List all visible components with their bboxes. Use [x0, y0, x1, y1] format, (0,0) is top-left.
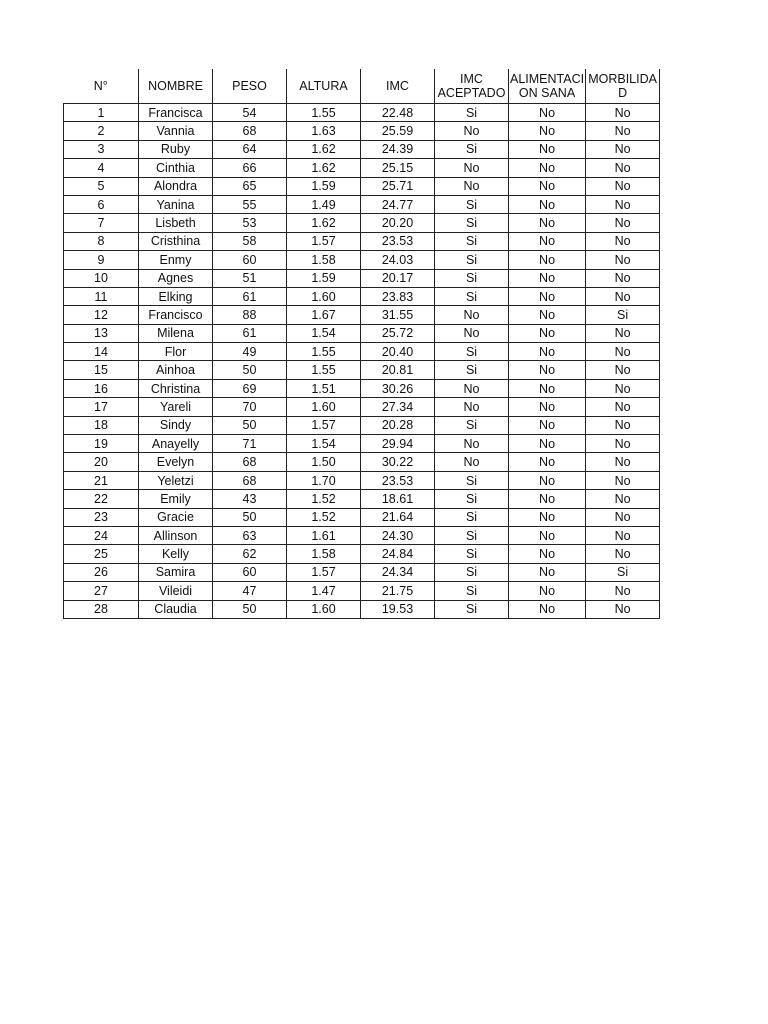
cell-weight: 62	[213, 545, 287, 563]
cell-weight: 55	[213, 195, 287, 213]
cell-bmi: 27.34	[361, 398, 435, 416]
cell-name: Francisca	[139, 104, 213, 122]
cell-height: 1.55	[287, 361, 361, 379]
cell-height: 1.70	[287, 471, 361, 489]
cell-healthy-eating: No	[509, 600, 586, 618]
cell-bmi-accepted: Si	[435, 526, 509, 544]
cell-bmi: 22.48	[361, 104, 435, 122]
table-row	[64, 471, 660, 489]
cell-bmi: 24.39	[361, 140, 435, 158]
cell-weight: 64	[213, 140, 287, 158]
cell-height: 1.63	[287, 122, 361, 140]
table-row	[64, 563, 660, 581]
cell-bmi-accepted: No	[435, 177, 509, 195]
table-row	[64, 526, 660, 544]
table-row	[64, 140, 660, 158]
cell-morbidity: Si	[586, 563, 660, 581]
cell-bmi-accepted: Si	[435, 343, 509, 361]
cell-bmi: 31.55	[361, 306, 435, 324]
cell-bmi-accepted: No	[435, 324, 509, 342]
cell-bmi-accepted: Si	[435, 545, 509, 563]
cell-morbidity: No	[586, 214, 660, 232]
cell-healthy-eating: No	[509, 526, 586, 544]
cell-height: 1.55	[287, 104, 361, 122]
table-row	[64, 287, 660, 305]
table-row	[64, 379, 660, 397]
cell-healthy-eating: No	[509, 140, 586, 158]
cell-number: 18	[64, 416, 139, 434]
cell-healthy-eating: No	[509, 508, 586, 526]
table-row	[64, 122, 660, 140]
cell-weight: 61	[213, 324, 287, 342]
cell-weight: 54	[213, 104, 287, 122]
cell-bmi-accepted: Si	[435, 140, 509, 158]
column-header-height: ALTURA	[287, 69, 361, 104]
cell-height: 1.49	[287, 195, 361, 213]
cell-bmi: 24.30	[361, 526, 435, 544]
cell-number: 5	[64, 177, 139, 195]
cell-bmi-accepted: No	[435, 159, 509, 177]
cell-healthy-eating: No	[509, 582, 586, 600]
table-row	[64, 600, 660, 618]
cell-bmi-accepted: Si	[435, 269, 509, 287]
cell-bmi-accepted: No	[435, 306, 509, 324]
cell-morbidity: Si	[586, 306, 660, 324]
table-body	[64, 104, 660, 619]
cell-number: 20	[64, 453, 139, 471]
column-header-bmi: IMC	[361, 69, 435, 104]
cell-height: 1.58	[287, 251, 361, 269]
cell-height: 1.57	[287, 416, 361, 434]
cell-name: Enmy	[139, 251, 213, 269]
cell-bmi-accepted: Si	[435, 195, 509, 213]
cell-height: 1.60	[287, 287, 361, 305]
cell-weight: 50	[213, 361, 287, 379]
cell-healthy-eating: No	[509, 177, 586, 195]
cell-name: Alondra	[139, 177, 213, 195]
cell-name: Yareli	[139, 398, 213, 416]
cell-weight: 66	[213, 159, 287, 177]
cell-name: Ainhoa	[139, 361, 213, 379]
cell-morbidity: No	[586, 232, 660, 250]
cell-bmi-accepted: No	[435, 379, 509, 397]
cell-weight: 43	[213, 490, 287, 508]
cell-healthy-eating: No	[509, 324, 586, 342]
cell-morbidity: No	[586, 251, 660, 269]
cell-name: Evelyn	[139, 453, 213, 471]
cell-bmi-accepted: No	[435, 122, 509, 140]
table-row	[64, 508, 660, 526]
cell-bmi-accepted: Si	[435, 508, 509, 526]
cell-healthy-eating: No	[509, 343, 586, 361]
cell-name: Yanina	[139, 195, 213, 213]
cell-name: Flor	[139, 343, 213, 361]
cell-number: 27	[64, 582, 139, 600]
cell-weight: 68	[213, 453, 287, 471]
cell-number: 15	[64, 361, 139, 379]
cell-bmi: 24.34	[361, 563, 435, 581]
cell-morbidity: No	[586, 195, 660, 213]
cell-bmi: 24.77	[361, 195, 435, 213]
table-row	[64, 269, 660, 287]
table-row	[64, 490, 660, 508]
cell-height: 1.67	[287, 306, 361, 324]
cell-weight: 88	[213, 306, 287, 324]
cell-weight: 60	[213, 251, 287, 269]
cell-healthy-eating: No	[509, 545, 586, 563]
cell-bmi: 20.28	[361, 416, 435, 434]
table-row	[64, 232, 660, 250]
cell-number: 21	[64, 471, 139, 489]
cell-bmi: 29.94	[361, 435, 435, 453]
cell-number: 7	[64, 214, 139, 232]
cell-morbidity: No	[586, 343, 660, 361]
cell-weight: 68	[213, 471, 287, 489]
cell-number: 16	[64, 379, 139, 397]
cell-healthy-eating: No	[509, 214, 586, 232]
cell-number: 1	[64, 104, 139, 122]
cell-morbidity: No	[586, 526, 660, 544]
cell-bmi-accepted: Si	[435, 490, 509, 508]
cell-height: 1.47	[287, 582, 361, 600]
cell-bmi: 23.83	[361, 287, 435, 305]
cell-number: 24	[64, 526, 139, 544]
cell-weight: 51	[213, 269, 287, 287]
cell-bmi-accepted: Si	[435, 214, 509, 232]
cell-healthy-eating: No	[509, 435, 586, 453]
cell-morbidity: No	[586, 361, 660, 379]
cell-number: 9	[64, 251, 139, 269]
header-row	[64, 69, 660, 104]
cell-healthy-eating: No	[509, 104, 586, 122]
cell-name: Francisco	[139, 306, 213, 324]
cell-height: 1.57	[287, 563, 361, 581]
cell-name: Christina	[139, 379, 213, 397]
cell-height: 1.62	[287, 140, 361, 158]
cell-morbidity: No	[586, 324, 660, 342]
cell-name: Emily	[139, 490, 213, 508]
cell-number: 22	[64, 490, 139, 508]
cell-height: 1.60	[287, 600, 361, 618]
cell-healthy-eating: No	[509, 361, 586, 379]
cell-bmi: 20.20	[361, 214, 435, 232]
cell-bmi: 24.03	[361, 251, 435, 269]
cell-bmi: 23.53	[361, 232, 435, 250]
table-row	[64, 159, 660, 177]
cell-number: 28	[64, 600, 139, 618]
cell-healthy-eating: No	[509, 269, 586, 287]
cell-healthy-eating: No	[509, 232, 586, 250]
cell-bmi: 25.72	[361, 324, 435, 342]
table-row	[64, 453, 660, 471]
cell-height: 1.59	[287, 269, 361, 287]
cell-number: 6	[64, 195, 139, 213]
cell-bmi-accepted: Si	[435, 471, 509, 489]
cell-number: 11	[64, 287, 139, 305]
cell-weight: 47	[213, 582, 287, 600]
cell-morbidity: No	[586, 471, 660, 489]
cell-bmi: 25.59	[361, 122, 435, 140]
cell-bmi: 20.40	[361, 343, 435, 361]
cell-bmi-accepted: No	[435, 435, 509, 453]
cell-weight: 68	[213, 122, 287, 140]
table-row	[64, 195, 660, 213]
table-row	[64, 251, 660, 269]
cell-height: 1.55	[287, 343, 361, 361]
cell-number: 25	[64, 545, 139, 563]
cell-bmi-accepted: Si	[435, 232, 509, 250]
cell-name: Milena	[139, 324, 213, 342]
column-header-bmi-accepted: IMC ACEPTADO	[435, 69, 509, 104]
cell-height: 1.54	[287, 435, 361, 453]
table-row	[64, 545, 660, 563]
table-row	[64, 177, 660, 195]
cell-number: 23	[64, 508, 139, 526]
table-header	[64, 69, 660, 104]
cell-number: 2	[64, 122, 139, 140]
cell-height: 1.62	[287, 214, 361, 232]
column-header-morbidity: MORBILIDA D	[586, 69, 660, 104]
cell-height: 1.58	[287, 545, 361, 563]
cell-bmi-accepted: Si	[435, 416, 509, 434]
table-row	[64, 343, 660, 361]
cell-bmi-accepted: Si	[435, 251, 509, 269]
cell-height: 1.52	[287, 490, 361, 508]
table-row	[64, 104, 660, 122]
cell-name: Anayelly	[139, 435, 213, 453]
cell-weight: 49	[213, 343, 287, 361]
cell-bmi-accepted: No	[435, 398, 509, 416]
cell-bmi-accepted: Si	[435, 600, 509, 618]
cell-weight: 50	[213, 600, 287, 618]
cell-weight: 71	[213, 435, 287, 453]
table-row	[64, 398, 660, 416]
cell-weight: 63	[213, 526, 287, 544]
cell-height: 1.62	[287, 159, 361, 177]
cell-morbidity: No	[586, 104, 660, 122]
cell-bmi-accepted: Si	[435, 287, 509, 305]
cell-number: 17	[64, 398, 139, 416]
cell-name: Elking	[139, 287, 213, 305]
cell-morbidity: No	[586, 490, 660, 508]
cell-number: 4	[64, 159, 139, 177]
cell-morbidity: No	[586, 435, 660, 453]
cell-bmi-accepted: Si	[435, 582, 509, 600]
column-header-name: NOMBRE	[139, 69, 213, 104]
cell-name: Cinthia	[139, 159, 213, 177]
cell-bmi: 21.64	[361, 508, 435, 526]
table-row	[64, 306, 660, 324]
cell-bmi: 23.53	[361, 471, 435, 489]
cell-height: 1.57	[287, 232, 361, 250]
cell-name: Allinson	[139, 526, 213, 544]
cell-weight: 50	[213, 508, 287, 526]
cell-morbidity: No	[586, 398, 660, 416]
cell-morbidity: No	[586, 545, 660, 563]
cell-weight: 70	[213, 398, 287, 416]
table-row	[64, 324, 660, 342]
cell-bmi: 25.15	[361, 159, 435, 177]
cell-height: 1.61	[287, 526, 361, 544]
cell-number: 8	[64, 232, 139, 250]
cell-morbidity: No	[586, 453, 660, 471]
cell-morbidity: No	[586, 416, 660, 434]
cell-number: 26	[64, 563, 139, 581]
cell-height: 1.60	[287, 398, 361, 416]
cell-bmi: 20.17	[361, 269, 435, 287]
cell-healthy-eating: No	[509, 122, 586, 140]
cell-bmi: 18.61	[361, 490, 435, 508]
table-row	[64, 361, 660, 379]
cell-morbidity: No	[586, 600, 660, 618]
cell-height: 1.59	[287, 177, 361, 195]
cell-healthy-eating: No	[509, 471, 586, 489]
cell-bmi: 30.22	[361, 453, 435, 471]
table-row	[64, 435, 660, 453]
cell-weight: 58	[213, 232, 287, 250]
cell-healthy-eating: No	[509, 159, 586, 177]
data-table	[63, 69, 660, 619]
cell-name: Sindy	[139, 416, 213, 434]
cell-healthy-eating: No	[509, 195, 586, 213]
cell-bmi: 24.84	[361, 545, 435, 563]
cell-weight: 69	[213, 379, 287, 397]
column-header-healthy-eating: ALIMENTACI ON SANA	[509, 69, 586, 104]
cell-morbidity: No	[586, 379, 660, 397]
cell-bmi: 20.81	[361, 361, 435, 379]
cell-bmi-accepted: No	[435, 453, 509, 471]
cell-name: Lisbeth	[139, 214, 213, 232]
cell-healthy-eating: No	[509, 563, 586, 581]
cell-morbidity: No	[586, 269, 660, 287]
cell-healthy-eating: No	[509, 453, 586, 471]
cell-bmi: 19.53	[361, 600, 435, 618]
cell-weight: 60	[213, 563, 287, 581]
cell-name: Agnes	[139, 269, 213, 287]
cell-morbidity: No	[586, 508, 660, 526]
cell-weight: 53	[213, 214, 287, 232]
cell-bmi-accepted: Si	[435, 104, 509, 122]
cell-number: 14	[64, 343, 139, 361]
table-row	[64, 416, 660, 434]
cell-number: 10	[64, 269, 139, 287]
cell-bmi: 25.71	[361, 177, 435, 195]
table-row	[64, 582, 660, 600]
cell-name: Yeletzi	[139, 471, 213, 489]
cell-name: Kelly	[139, 545, 213, 563]
cell-name: Vileidi	[139, 582, 213, 600]
cell-healthy-eating: No	[509, 287, 586, 305]
cell-name: Vannia	[139, 122, 213, 140]
cell-height: 1.54	[287, 324, 361, 342]
cell-name: Samira	[139, 563, 213, 581]
cell-weight: 50	[213, 416, 287, 434]
cell-name: Ruby	[139, 140, 213, 158]
cell-healthy-eating: No	[509, 306, 586, 324]
cell-healthy-eating: No	[509, 398, 586, 416]
cell-bmi: 21.75	[361, 582, 435, 600]
cell-weight: 61	[213, 287, 287, 305]
cell-healthy-eating: No	[509, 379, 586, 397]
cell-morbidity: No	[586, 122, 660, 140]
cell-bmi-accepted: Si	[435, 563, 509, 581]
cell-height: 1.50	[287, 453, 361, 471]
cell-morbidity: No	[586, 287, 660, 305]
cell-morbidity: No	[586, 140, 660, 158]
cell-height: 1.52	[287, 508, 361, 526]
cell-weight: 65	[213, 177, 287, 195]
cell-morbidity: No	[586, 582, 660, 600]
cell-number: 13	[64, 324, 139, 342]
column-header-number: N°	[64, 69, 139, 104]
cell-healthy-eating: No	[509, 490, 586, 508]
cell-morbidity: No	[586, 159, 660, 177]
cell-bmi-accepted: Si	[435, 361, 509, 379]
cell-healthy-eating: No	[509, 416, 586, 434]
table-row	[64, 214, 660, 232]
cell-height: 1.51	[287, 379, 361, 397]
cell-healthy-eating: No	[509, 251, 586, 269]
cell-number: 3	[64, 140, 139, 158]
column-header-weight: PESO	[213, 69, 287, 104]
cell-bmi: 30.26	[361, 379, 435, 397]
cell-number: 12	[64, 306, 139, 324]
cell-name: Claudia	[139, 600, 213, 618]
cell-morbidity: No	[586, 177, 660, 195]
cell-name: Cristhina	[139, 232, 213, 250]
cell-name: Gracie	[139, 508, 213, 526]
cell-number: 19	[64, 435, 139, 453]
